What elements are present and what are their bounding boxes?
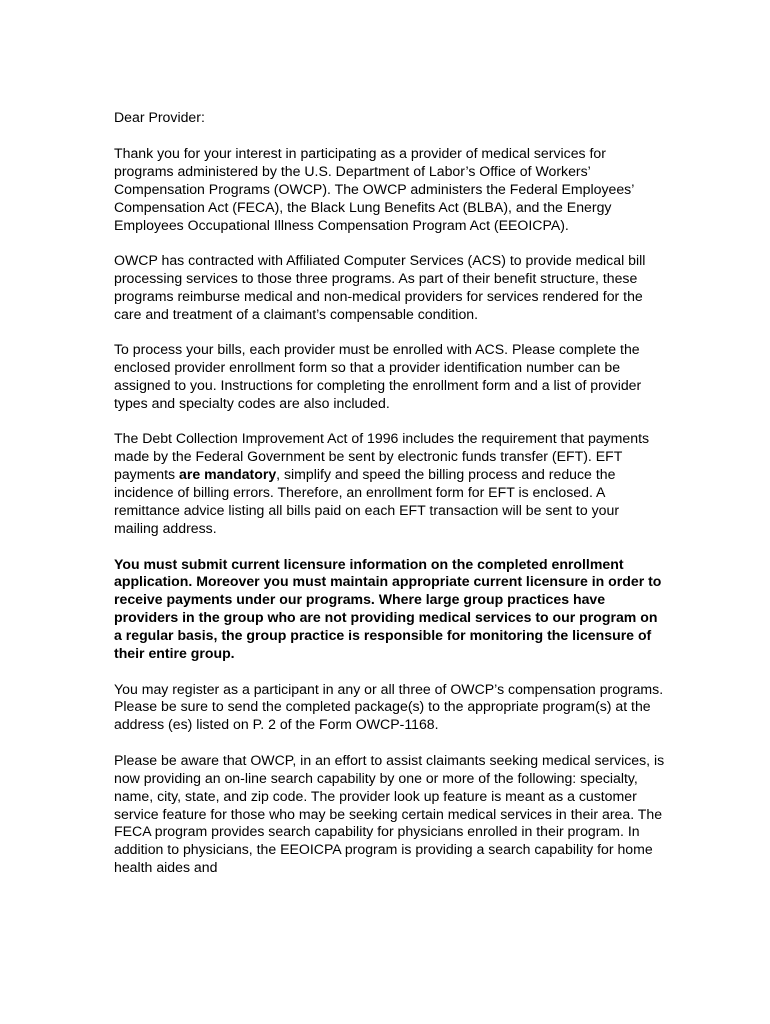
paragraph-registration: You may register as a participant in any or all three of OWCP’s compensation programs. Please be sure to send the completed package(s) to the appropriate program(s) at the address (es) listed on P. 2 of the Form OWCP-1168. [114, 680, 664, 733]
paragraph-introduction: Thank you for your interest in participating as a provider of medical services for programs administered by the U.S. Department of Labor’s Office of Workers’ Compensation Programs (OWCP). The OWCP administers the Federal Employees’ Compensation Act (FECA), the Black Lung Benefits Act (BLBA), and the Energy Employees Occupational Illness Compensation Program Act (EEOICPA). [114, 144, 634, 233]
salutation: Dear Provider: [114, 109, 205, 125]
eft-mandatory-emphasis: are mandatory [179, 466, 277, 483]
eft-text-after: , simplify and speed the billing process and reduce the incidence of billing errors. Therefore, an enrollment form for EFT is enclosed. A remittance advice listing all bills paid on each EFT transaction will be sent to your mailing address. [114, 466, 620, 536]
paragraph-enrollment: To process your bills, each provider must be enrolled with ACS. Please complete the enclosed provider enrollment form so that a provider identification number can be assigned to you. Instructions for completing the enrollment form and a list of provider types and specialty codes are also included. [114, 341, 642, 411]
letter-body [114, 109, 666, 895]
eft-text-before: The Debt Collection Improvement Act of 1996 includes the requirement that payments made by the Federal Government be sent by electronic funds transfer (EFT). EFT payments [114, 430, 650, 483]
paragraph-provider-search: Please be aware that OWCP, in an effort to assist claimants seeking medical services, is now providing an on-line search capability by one or more of the following: specialty, name, city, state, and zip code. The provider look up feature is meant as a customer service feature for those who may be seeking certain medical services in their area. The FECA program provides search capability for physicians enrolled in their program. In addition to physicians, the EEOICPA program is providing a search capability for home health aides and [114, 751, 665, 876]
paragraph-eft [114, 430, 666, 537]
paragraph-acs-contract: OWCP has contracted with Affiliated Computer Services (ACS) to provide medical bill processing services to those three programs. As part of their benefit structure, these programs reimburse medical and non-medical providers for services rendered for the care and treatment of a claimant’s compensable condition. [114, 252, 646, 322]
paragraph-licensure: You must submit current licensure information on the completed enrollment application. Moreover you must maintain appropriate current licensure in order to receive payments under our programs. Where large group practices have providers in the group who are not providing medical services to our program on a regular basis, the group practice is responsible for monitoring the licensure of their entire group. [114, 555, 662, 662]
